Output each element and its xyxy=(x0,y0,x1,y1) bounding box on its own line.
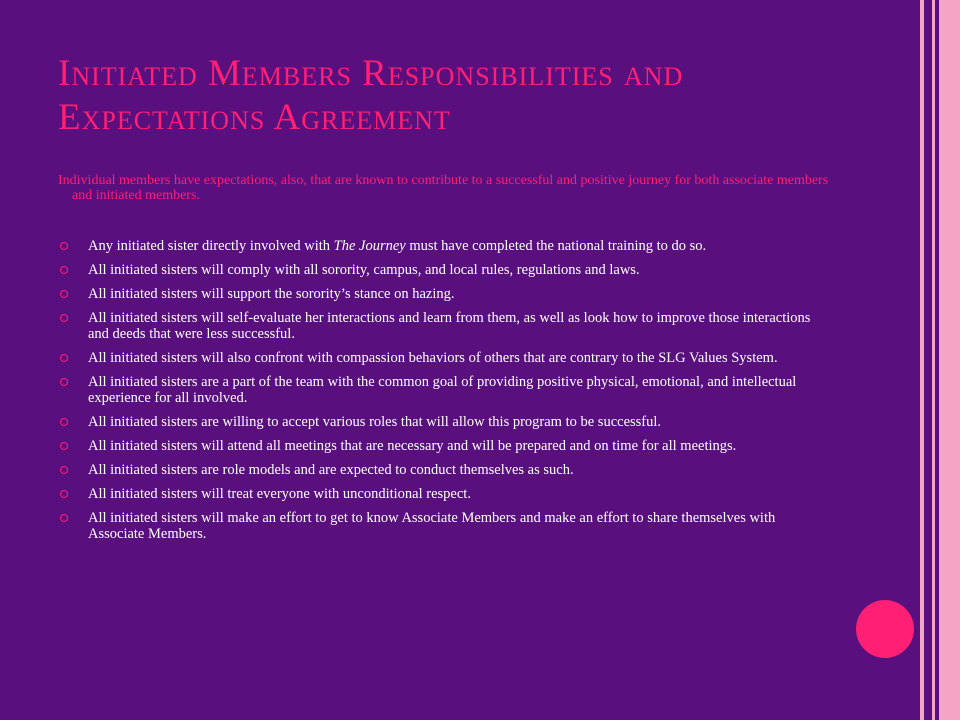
bullet-text: All initiated sisters will comply with all sorority, campus, and local rules, regulations and laws. xyxy=(88,262,640,278)
bullet-text: All initiated sisters will self-evaluate her interactions and learn from them, as well as look how to improve those interactions and deeds that were less successful. xyxy=(88,310,811,342)
hollow-circle-bullet-icon xyxy=(60,466,68,474)
list-item xyxy=(58,510,828,542)
list-item xyxy=(58,438,828,454)
decorative-stripe xyxy=(924,0,932,720)
bullet-text: All initiated sisters will support the sorority’s stance on hazing. xyxy=(88,286,455,302)
bullet-text: All initiated sisters will attend all meetings that are necessary and will be prepared and on time for all meetings. xyxy=(88,438,737,454)
hollow-circle-bullet-icon xyxy=(60,242,68,250)
bullet-text-before: Any initiated sister directly involved with xyxy=(88,238,334,254)
list-item xyxy=(58,374,828,406)
list-item xyxy=(58,238,828,254)
bullet-text: All initiated sisters will treat everyone with unconditional respect. xyxy=(88,486,471,502)
bullet-text: All initiated sisters will make an effort to get to know Associate Members and make an effort to share themselves with Associate Members. xyxy=(88,510,776,542)
slide-title: Initiated Members Responsibilities and Expectations Agreement xyxy=(58,53,684,138)
hollow-circle-bullet-icon xyxy=(60,314,68,322)
bullet-text-after: must have completed the national training to do so. xyxy=(405,238,707,254)
intro-paragraph: Individual members have expectations, also, that are known to contribute to a successful and positive journey for both associate members and initiated members. xyxy=(58,173,829,203)
hollow-circle-bullet-icon xyxy=(60,418,68,426)
bullet-text: All initiated sisters are role models and are expected to conduct themselves as such. xyxy=(88,462,574,478)
bullet-list xyxy=(58,238,828,550)
accent-circle-icon xyxy=(856,600,914,658)
hollow-circle-bullet-icon xyxy=(60,266,68,274)
bullet-text: All initiated sisters are willing to accept various roles that will allow this program to be successful. xyxy=(88,414,662,430)
hollow-circle-bullet-icon xyxy=(60,290,68,298)
list-item xyxy=(58,486,828,502)
bullet-text-italic: The Journey xyxy=(333,238,406,254)
hollow-circle-bullet-icon xyxy=(60,442,68,450)
hollow-circle-bullet-icon xyxy=(60,354,68,362)
list-item xyxy=(58,310,828,342)
list-item xyxy=(58,462,828,478)
list-item xyxy=(58,286,828,302)
bullet-text: All initiated sisters are a part of the team with the common goal of providing positive physical, emotional, and intellectual experience for all involved. xyxy=(88,374,797,406)
hollow-circle-bullet-icon xyxy=(60,378,68,386)
decorative-stripe xyxy=(939,0,960,720)
bullet-text: All initiated sisters will also confront with compassion behaviors of others that are contrary to the SLG Values System. xyxy=(88,350,778,366)
hollow-circle-bullet-icon xyxy=(60,514,68,522)
list-item xyxy=(58,262,828,278)
list-item xyxy=(58,350,828,366)
list-item xyxy=(58,414,828,430)
hollow-circle-bullet-icon xyxy=(60,490,68,498)
